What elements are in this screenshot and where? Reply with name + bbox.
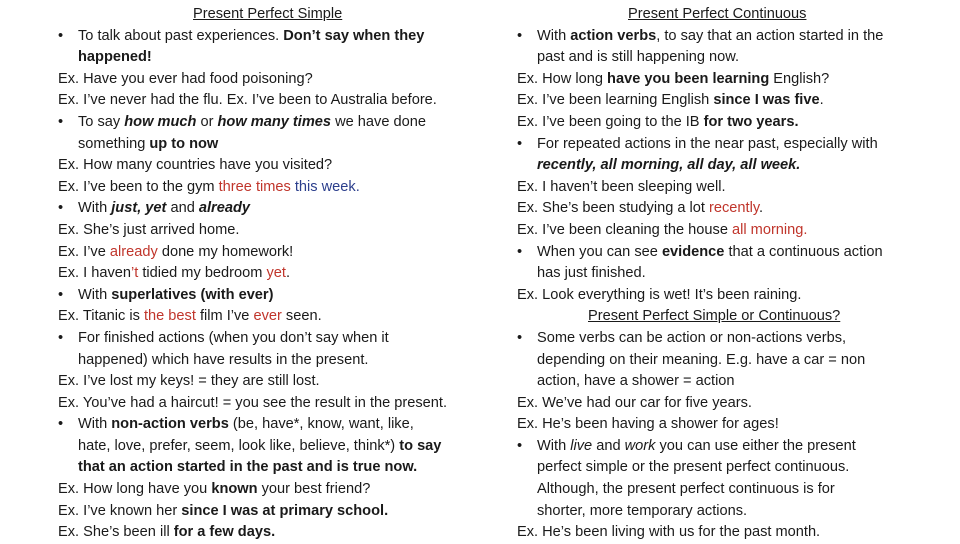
left-example-1: Ex. Have you ever had food poisoning?: [58, 70, 313, 87]
left-example-5: Ex. She’s just arrived home.: [58, 221, 240, 238]
right-example-5: Ex. She’s been studying a lot recently.: [517, 200, 764, 217]
right-bullet-1: • With action verbs, to say that an action started in the: [517, 26, 947, 48]
right-bullet-4-cont-2: action, have a shower = action: [537, 373, 735, 390]
right-bullet-1-cont: past and is still happening now.: [537, 49, 740, 66]
left-bullet-3: • With just, yet and already: [58, 198, 498, 220]
right-bullet-2: • For repeated actions in the near past, especially with: [517, 134, 947, 156]
right-example-4: Ex. I haven’t been sleeping well.: [517, 178, 726, 195]
bullet-dot: •: [58, 113, 64, 130]
left-bullet-6-cont-1: hate, love, prefer, seem, look like, believe, think*) to say: [78, 437, 442, 454]
right-example-7: Ex. Look everything is wet! It’s been raining.: [517, 286, 802, 303]
bullet-dot: •: [517, 135, 523, 152]
left-example-7: Ex. I haven’t tidied my bedroom yet.: [58, 265, 291, 282]
left-example-12: Ex. I’ve known her since I was at primary school.: [58, 502, 389, 519]
left-bullet-4: • With superlatives (with ever): [58, 285, 498, 307]
left-example-4: Ex. I’ve been to the gym three times this week.: [58, 178, 360, 195]
left-example-10: Ex. You’ve had a haircut! = you see the result in the present.: [58, 394, 448, 411]
right-column: [517, 4, 947, 544]
right-bullet-4: • Some verbs can be action or non-actions verbs,: [517, 328, 947, 350]
left-bullet-2-cont: something up to now: [78, 135, 219, 152]
left-example-3: Ex. How many countries have you visited?: [58, 157, 333, 174]
bullet-dot: •: [58, 329, 64, 346]
right-bullet-5-cont-3: shorter, more temporary actions.: [537, 502, 748, 519]
right-example-1: Ex. How long have you been learning English?: [517, 70, 830, 87]
right-bullet-5: • With live and work you can use either the present: [517, 436, 947, 458]
right-bullet-4-cont-1: depending on their meaning. E.g. have a car = non: [537, 351, 866, 368]
bullet-dot: •: [58, 27, 64, 44]
right-bullet-5-cont-1: perfect simple or the present perfect continuous.: [537, 459, 850, 476]
left-bullet-1: • To talk about past experiences. Don’t say when they: [58, 26, 498, 48]
right-example-3: Ex. I’ve been going to the IB for two years.: [517, 113, 799, 130]
right-bullet-2-cont: recently, all morning, all day, all week.: [537, 157, 801, 174]
left-bullet-6: • With non-action verbs (be, have*, know, want, like,: [58, 414, 498, 436]
left-example-11: Ex. How long have you known your best friend?: [58, 481, 371, 498]
right-example-8: Ex. We’ve had our car for five years.: [517, 394, 752, 411]
left-bullet-1-cont: happened!: [78, 49, 152, 66]
left-example-9: Ex. I’ve lost my keys! = they are still lost.: [58, 373, 320, 390]
left-bullet-6-cont-2: that an action started in the past and is true now.: [78, 459, 418, 476]
left-example-6: Ex. I’ve already done my homework!: [58, 243, 294, 260]
left-example-8: Ex. Titanic is the best film I’ve ever seen.: [58, 308, 322, 325]
bullet-dot: •: [58, 416, 64, 433]
bullet-dot: •: [517, 437, 523, 454]
left-bullet-2: • To say how much or how many times we have done: [58, 112, 498, 134]
left-bullet-5-cont: happened) which have results in the present.: [78, 351, 369, 368]
right-bullet-5-cont-2: Although, the present perfect continuous is for: [537, 481, 835, 498]
left-example-2: Ex. I’ve never had the flu. Ex. I’ve been to Australia before.: [58, 92, 437, 109]
right-bullet-3: • When you can see evidence that a continuous action: [517, 242, 947, 264]
left-example-13: Ex. She’s been ill for a few days.: [58, 524, 276, 541]
right-bullet-3-cont: has just finished.: [537, 265, 646, 282]
right-example-2: Ex. I’ve been learning English since I was five.: [517, 92, 824, 109]
bullet-dot: •: [58, 286, 64, 303]
bullet-dot: •: [517, 27, 523, 44]
right-example-9: Ex. He’s been having a shower for ages!: [517, 416, 779, 433]
left-column: [58, 4, 498, 544]
left-title: Present Perfect Simple: [193, 6, 343, 22]
right-title: Present Perfect Continuous: [628, 6, 807, 22]
bullet-dot: •: [58, 200, 64, 217]
right-example-6: Ex. I’ve been cleaning the house all morning.: [517, 221, 808, 238]
right-example-10: Ex. He’s been living with us for the past month.: [517, 524, 821, 541]
left-bullet-5: • For finished actions (when you don’t say when it: [58, 328, 498, 350]
bullet-dot: •: [517, 329, 523, 346]
bullet-dot: •: [517, 243, 523, 260]
right-subtitle: Present Perfect Simple or Continuous?: [588, 308, 841, 325]
